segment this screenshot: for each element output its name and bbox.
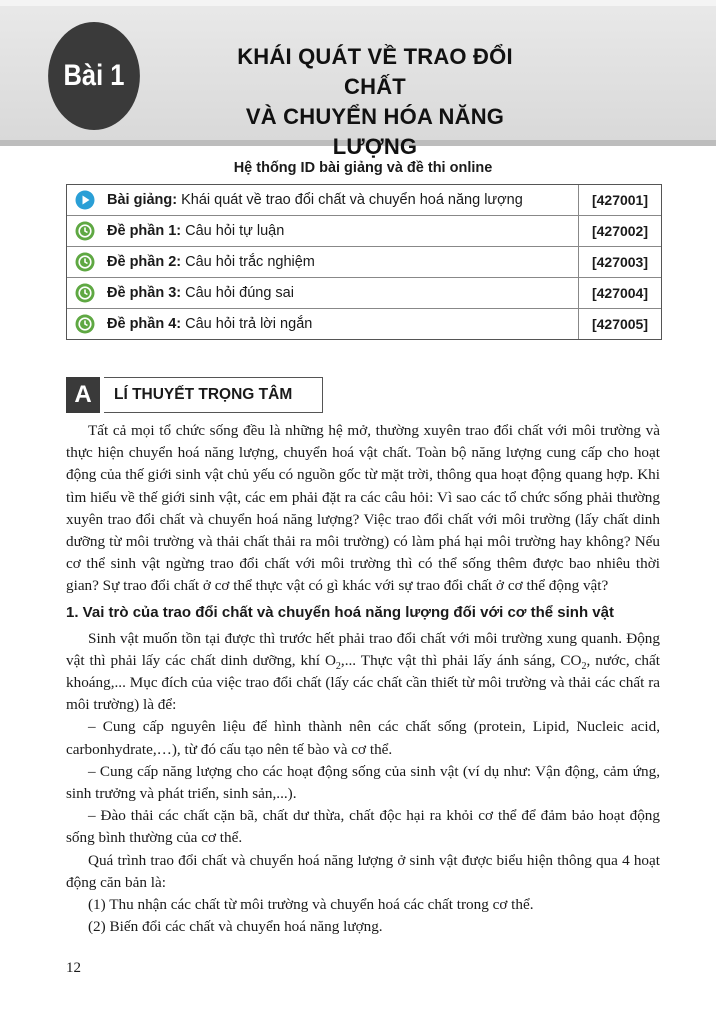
clock-icon [75,283,95,303]
id-row-code: [427001] [591,192,649,208]
id-row-code: [427002] [591,223,649,239]
paragraph-2: Quá trình trao đổi chất và chuyển hoá năng lượng ở sinh vật được biểu hiện thông qua 4 hoạt động căn bản là: [66,851,660,891]
lesson-badge: Bài 1 [48,22,140,130]
id-row-text: Câu hỏi trắc nghiệm [185,254,315,270]
id-row-text: Câu hỏi đúng sai [185,285,294,301]
id-row-code: [427003] [591,254,649,270]
id-row-lecture[interactable] [67,185,661,216]
id-row-code: [427005] [591,316,649,332]
id-row-part3[interactable] [67,278,661,309]
lesson-title [205,42,545,162]
list-item-1: (1) Thu nhận các chất từ môi trường và chuyển hoá các chất trong cơ thể. [88,896,534,914]
id-row-label: Đề phần 3: [107,285,182,301]
id-row-code: [427004] [591,285,649,301]
body-text [66,420,660,938]
id-row-text: Câu hỏi trả lời ngắn [185,316,313,332]
id-row-part2[interactable] [67,247,661,278]
lesson-title-line1: KHÁI QUÁT VỀ TRAO ĐỔI CHẤT [237,44,513,99]
paragraph-1: Sinh vật muốn tồn tại được thì trước hết phải trao đổi chất với môi trường xung quanh. Động vật thì phải lấy các chất dinh dưỡng, khí $O_2$,... Thực vật thì phải lấy ánh sáng, $CO_2$, nước, chất khoáng,... Mục đích của việc trao đổi chất (lấy các chất cần thiết từ môi trường và thải các chất ra môi trường) là để: [66,629,660,714]
id-row-part4[interactable] [67,309,661,339]
id-row-label: Đề phần 2: [107,254,182,270]
bullet-1: – Cung cấp nguyên liệu để hình thành nên các chất sống (protein, Lipid, Nucleic acid, carbonhydrate,…), từ đó cấu tạo nên tế bào và cơ thể. [66,718,660,758]
section-heading [66,377,323,413]
lesson-title-line2: VÀ CHUYỂN HÓA NĂNG LƯỢNG [245,104,505,159]
id-row-label: Đề phần 4: [107,316,182,332]
heading-1: 1. Vai trò của trao đổi chất và chuyển hoá năng lượng đối với cơ thể sinh vật [66,603,614,621]
id-row-part1[interactable] [67,216,661,247]
section-letter: A [66,377,100,413]
bullet-2: – Cung cấp năng lượng cho các hoạt động sống của sinh vật (ví dụ như: Vận động, cảm ứng, sinh trưởng và phát triển, sinh sản,...). [66,762,660,803]
section-title: LÍ THUYẾT TRỌNG TÂM [104,377,323,413]
clock-icon [75,252,95,272]
id-table-caption: Hệ thống ID bài giảng và đề thi online [233,160,493,176]
clock-icon [75,221,95,241]
play-icon [75,190,95,210]
page-number: 12 [66,960,81,976]
clock-icon [75,314,95,334]
id-row-text: Câu hỏi tự luận [185,223,285,239]
bullet-3: – Đào thải các chất cặn bã, chất dư thừa, chất độc hại ra khỏi cơ thể để đảm bảo hoạt động sống bình thường của cơ thể. [66,807,660,847]
list-item-2: (2) Biến đổi các chất và chuyển hoá năng lượng. [88,918,383,936]
id-row-label: Bài giảng: [107,192,178,208]
intro-paragraph: Tất cả mọi tổ chức sống đều là những hệ mở, thường xuyên trao đổi chất với môi trường và thực hiện chuyển hoá năng lượng, chuyển hoá vật chất. Toàn bộ năng lượng cung cấp cho hoạt động của thế giới sinh vật chủ yếu có nguồn gốc từ mặt trời, thông qua hoạt động quang hợp. Khi tìm hiểu về thế giới sinh vật, các em phải đặt ra các câu hỏi: Vì sao các tổ chức sống phải thường xuyên trao đổi chất và chuyển hoá năng lượng? Việc trao đổi chất với môi trường (lấy chất dinh dưỡng từ môi trường và thải chất thải ra môi trường) có làm phá hại môi trường hay không? Nếu cơ thể sinh vật ngừng trao đổi chất với môi trường thì có thể sống thêm được bao nhiêu thời gian? Sự trao đổi chất ở cơ thể thực vật có gì khác với sự trao đổi chất ở cơ thể động vật? [66,422,660,595]
header-band [0,0,716,159]
id-row-text: Khái quát về trao đổi chất và chuyển hoá năng lượng [181,192,523,208]
id-table [66,184,662,340]
id-row-label: Đề phần 1: [107,223,182,239]
